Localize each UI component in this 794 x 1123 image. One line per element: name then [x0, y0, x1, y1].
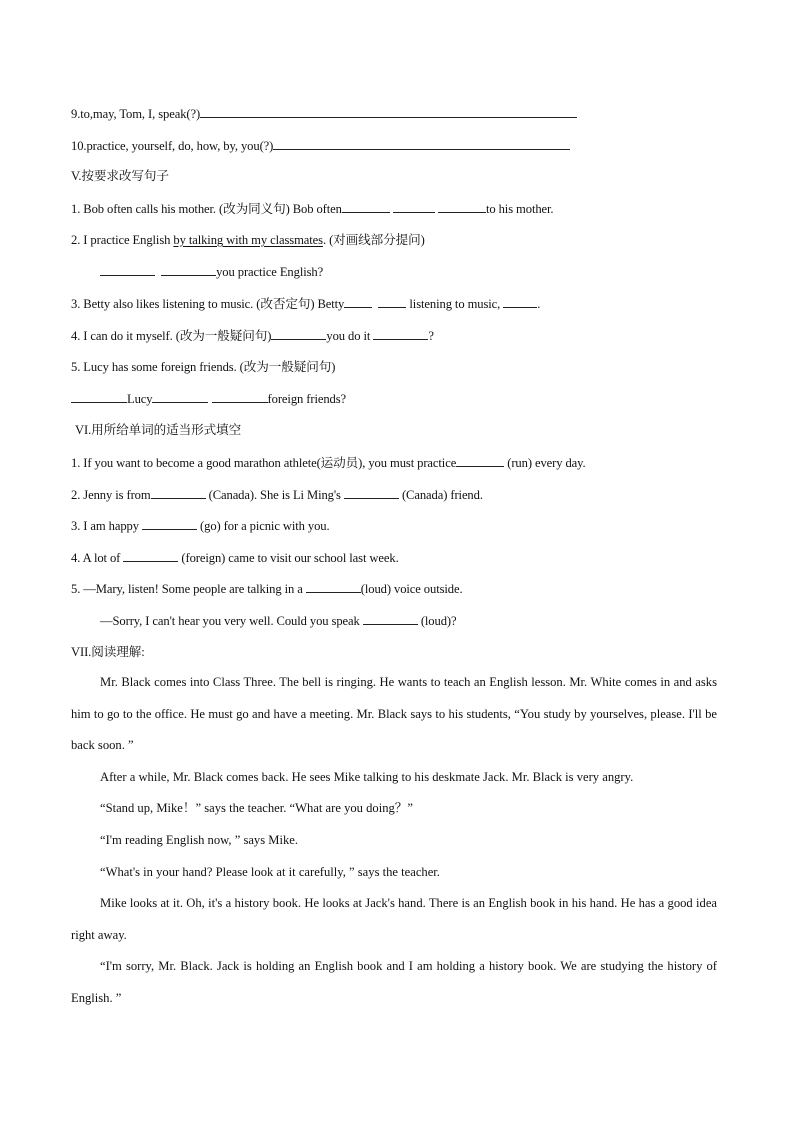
section-vii-heading: VII.阅读理解:	[71, 645, 145, 659]
question-v-5: 5. Lucy has some foreign friends. (改为一般疑问句)	[71, 360, 336, 374]
answer-blank[interactable]	[200, 105, 577, 118]
passage-paragraph: After a while, Mr. Black comes back. He sees Mike talking to his deskmate Jack. Mr. Black is very angry.	[100, 769, 634, 784]
answer-blank[interactable]	[152, 390, 208, 403]
question-v-3: 3. Betty also likes listening to music. (改否定句) Betty listening to music, .	[71, 297, 541, 311]
answer-blank[interactable]	[378, 295, 406, 308]
answer-blank[interactable]	[142, 517, 197, 530]
question-iv-10: 10.practice, yourself, do, how, by, you(?)	[71, 137, 570, 154]
question-v-2-answer-line: you practice English?	[100, 263, 323, 280]
answer-blank[interactable]	[212, 390, 268, 403]
reading-passage	[71, 667, 717, 1015]
section-v-heading: V.按要求改写句子	[71, 169, 169, 183]
answer-blank[interactable]	[393, 200, 435, 213]
answer-blank[interactable]	[100, 263, 155, 276]
answer-blank[interactable]	[342, 200, 390, 213]
answer-blank[interactable]	[438, 200, 486, 213]
underlined-phrase: by talking with my classmates	[173, 233, 323, 247]
answer-blank[interactable]	[503, 295, 537, 308]
passage-paragraph: Mr. Black comes into Class Three. The bell is ringing. He wants to teach an English lesson. Mr. White comes in and asks him to go to the office. He must go and have a meeting. Mr. Black says to his students, “You study by yourselves, please. I'll be back soon. ”	[71, 675, 717, 753]
question-vi-5: 5. —Mary, listen! Some people are talking in a (loud) voice outside.	[71, 582, 463, 596]
question-v-1: 1. Bob often calls his mother. (改为同义句) Bob often to his mother.	[71, 202, 554, 216]
answer-blank[interactable]	[306, 580, 361, 593]
question-v-2: 2. I practice English by talking with my classmates. (对画线部分提问)	[71, 233, 425, 247]
passage-paragraph: “I'm reading English now, ” says Mike.	[100, 832, 299, 847]
answer-blank[interactable]	[373, 327, 428, 340]
passage-paragraph: “What's in your hand? Please look at it carefully, ” says the teacher.	[100, 864, 440, 879]
question-vi-1: 1. If you want to become a good marathon athlete(运动员), you must practice (run) every day.	[71, 456, 586, 470]
answer-blank[interactable]	[344, 486, 399, 499]
answer-blank[interactable]	[161, 263, 216, 276]
answer-blank[interactable]	[271, 327, 326, 340]
question-vi-5-reply: —Sorry, I can't hear you very well. Could you speak (loud)?	[100, 614, 457, 628]
passage-paragraph: “I'm sorry, Mr. Black. Jack is holding an English book and I am holding a history book. We are studying the history of English. ”	[71, 959, 717, 1005]
passage-paragraph: “Stand up, Mike！” says the teacher. “What are you doing？”	[100, 801, 413, 816]
passage-paragraph: Mike looks at it. Oh, it's a history book. He looks at Jack's hand. There is an English book in his hand. He has a good idea right away.	[71, 896, 717, 942]
answer-blank[interactable]	[123, 549, 178, 562]
question-vi-2: 2. Jenny is from (Canada). She is Li Ming's (Canada) friend.	[71, 488, 483, 502]
question-v-5-answer-line: Lucy foreign friends?	[71, 390, 346, 407]
question-iv-9: 9.to,may, Tom, I, speak(?)	[71, 105, 577, 122]
answer-blank[interactable]	[273, 137, 570, 150]
answer-blank[interactable]	[344, 295, 372, 308]
question-v-4: 4. I can do it myself. (改为一般疑问句) you do it ?	[71, 329, 434, 343]
answer-blank[interactable]	[456, 454, 504, 467]
question-vi-3: 3. I am happy (go) for a picnic with you.	[71, 519, 330, 533]
answer-blank[interactable]	[71, 390, 127, 403]
answer-blank[interactable]	[151, 486, 206, 499]
answer-blank[interactable]	[363, 612, 418, 625]
section-vi-heading: VI.用所给单词的适当形式填空	[75, 423, 242, 437]
question-vi-4: 4. A lot of (foreign) came to visit our school last week.	[71, 551, 399, 565]
